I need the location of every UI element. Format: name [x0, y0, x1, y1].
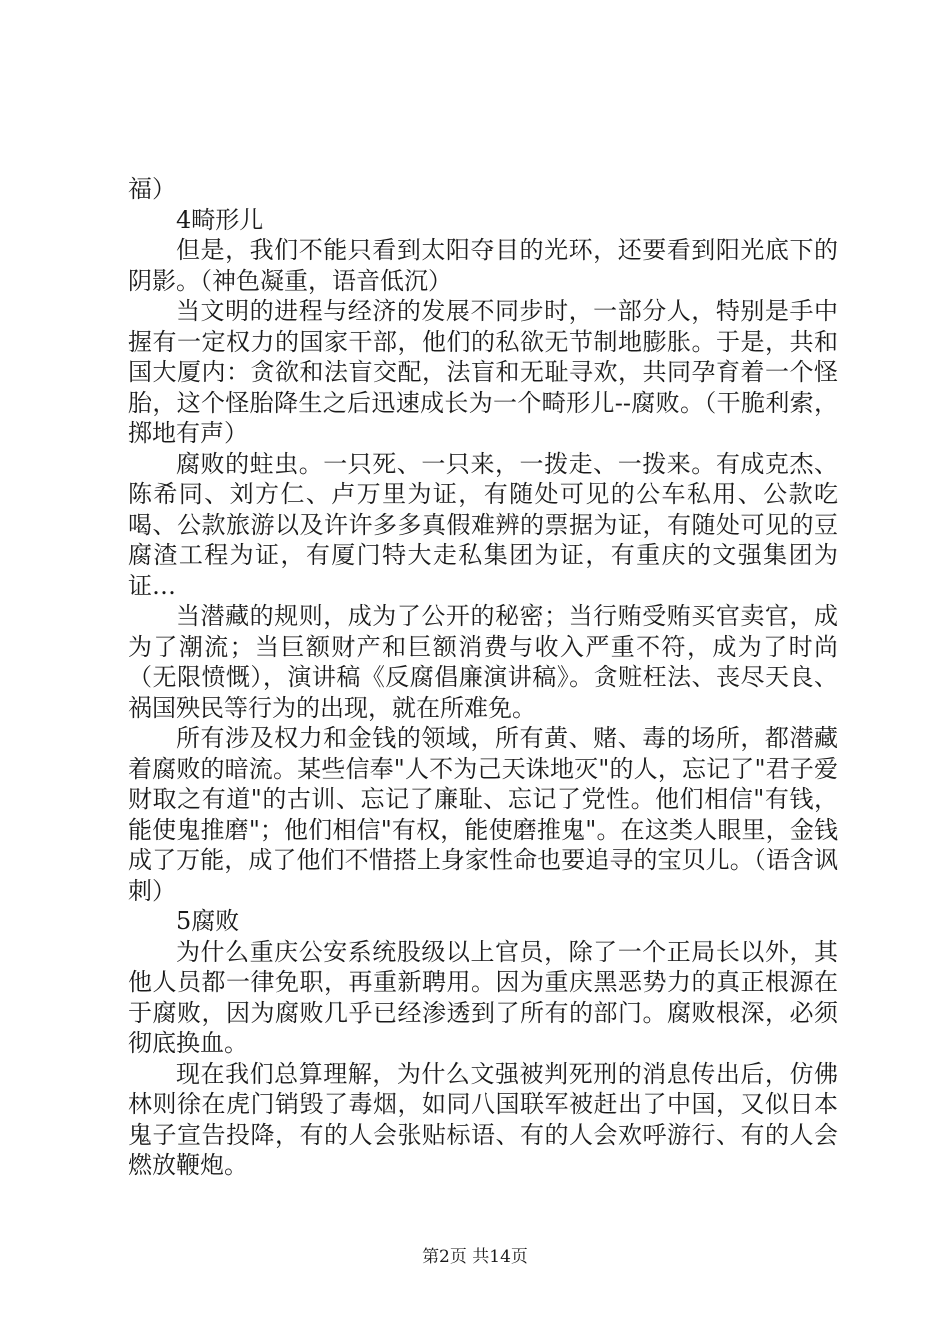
paragraph: 当潜藏的规则，成为了公开的秘密；当行贿受贿买官卖官，成为了潮流；当巨额财产和巨额消费与收入严重不符，成为了时尚（无限愤慨），演讲稿《反腐倡廉演讲稿》。贪赃枉法、丧尽天良、祸国殃民等行为的出现，就在所难免。 [128, 602, 838, 722]
paragraph: 当文明的进程与经济的发展不同步时，一部分人，特别是手中握有一定权力的国家干部，他们的私欲无节制地膨胀。于是，共和国大厦内：贪欲和法盲交配，法盲和无耻寻欢，共同孕育着一个怪胎，这个怪胎降生之后迅速成长为一个畸形儿--腐败。（干脆利索，掷地有声） [128, 297, 838, 447]
paragraph: 现在我们总算理解，为什么文强被判死刑的消息传出后，仿佛林则徐在虎门销毁了毒烟，如同八国联军被赶出了中国，又似日本鬼子宣告投降，有的人会张贴标语、有的人会欢呼游行、有的人会燃放鞭炮。 [128, 1059, 838, 1179]
paragraph: 但是，我们不能只看到太阳夺目的光环，还要看到阳光底下的阴影。（神色凝重，语音低沉） [128, 236, 838, 295]
section-heading: 4畸形儿 [176, 205, 264, 234]
paragraph: 腐败的蛀虫。一只死、一只来，一拨走、一拨来。有成克杰、陈希同、刘方仁、卢万里为证，有随处可见的公车私用、公款吃喝、公款旅游以及许许多多真假难辨的票据为证，有随处可见的豆腐渣工程为证，有厦门特大走私集团为证，有重庆的文强集团为证… [128, 449, 838, 600]
section-heading: 5腐败 [176, 907, 240, 935]
paragraph: 所有涉及权力和金钱的领域，所有黄、赌、毒的场所，都潜藏着腐败的暗流。某些信奉"人不为己天诛地灭"的人，忘记了"君子爱财取之有道"的古训、忘记了廉耻、忘记了党性。他们相信"有钱，能使鬼推磨"；他们相信"有权，能使磨推鬼"。在这类人眼里，金钱成了万能，成了他们不惜搭上身家性命也要追寻的宝贝儿。（语含讽刺） [128, 724, 838, 905]
paragraph: 为什么重庆公安系统股级以上官员，除了一个正局长以外，其他人员都一律免职，再重新聘用。因为重庆黑恶势力的真正根源在于腐败，因为腐败几乎已经渗透到了所有的部门。腐败根深，必须彻底换血。 [128, 937, 838, 1057]
document-body [128, 174, 838, 1181]
paragraph-continuation: 福） [128, 175, 176, 203]
page-number-footer: 第2页 共14页 [422, 1247, 528, 1267]
